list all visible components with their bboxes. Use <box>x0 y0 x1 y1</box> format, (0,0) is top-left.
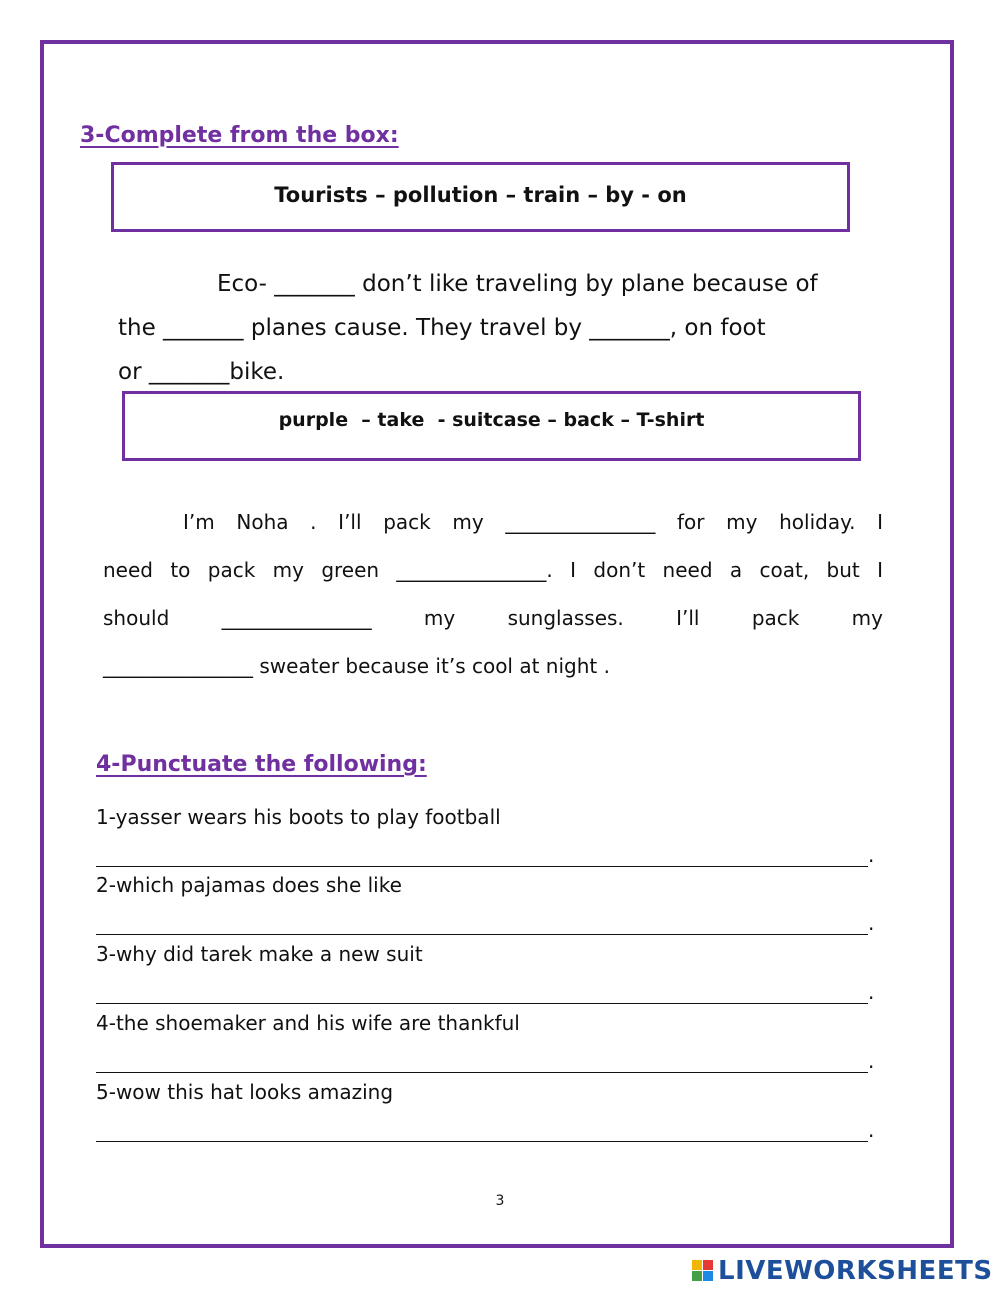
answer-rule <box>96 985 868 1004</box>
answer-line-3[interactable] <box>96 980 876 1004</box>
paragraph-2-line: I’m Noha . I’ll pack my _______________ for my holiday. I <box>183 510 883 534</box>
brand-name: LIVEWORKSHEETS <box>718 1256 993 1286</box>
answer-line-1[interactable] <box>96 843 876 867</box>
word-box-2: purple – take - suitcase – back – T-shirt <box>122 391 861 461</box>
answer-end-mark: . <box>868 1118 875 1142</box>
paragraph-2 <box>103 498 883 690</box>
punctuate-item-3: 3-why did tarek make a new suit <box>96 942 423 966</box>
word-box-1: Tourists – pollution – train – by - on <box>111 162 850 232</box>
paragraph-2-line: need to pack my green _______________. I don’t need a coat, but I <box>103 558 883 582</box>
paragraph-1-line: the _______ planes cause. They travel by _______, on foot <box>118 315 766 341</box>
answer-line-4[interactable] <box>96 1049 876 1073</box>
answer-line-5[interactable] <box>96 1118 876 1142</box>
section-3-heading: 3-Complete from the box: <box>80 123 399 148</box>
liveworksheets-logo[interactable] <box>692 1255 993 1287</box>
answer-end-mark: . <box>868 843 875 867</box>
answer-end-mark: . <box>868 911 875 935</box>
paragraph-2-line: _______________ sweater because it’s cool at night . <box>103 654 610 678</box>
answer-rule <box>96 848 868 867</box>
answer-end-mark: . <box>868 980 875 1004</box>
punctuate-item-4: 4-the shoemaker and his wife are thankful <box>96 1011 520 1035</box>
answer-end-mark: . <box>868 1049 875 1073</box>
paragraph-1 <box>118 262 878 394</box>
page-number: 3 <box>495 1193 505 1209</box>
answer-rule <box>96 916 868 935</box>
paragraph-1-line: or _______bike. <box>118 359 285 385</box>
paragraph-1-line: Eco- _______ don’t like traveling by plane because of <box>217 271 818 297</box>
section-4-heading: 4-Punctuate the following: <box>96 752 427 777</box>
punctuate-item-1: 1-yasser wears his boots to play football <box>96 805 501 829</box>
paragraph-2-line: should _______________ my sunglasses. I’ll pack my <box>103 606 883 630</box>
punctuate-item-5: 5-wow this hat looks amazing <box>96 1080 394 1104</box>
answer-rule <box>96 1054 868 1073</box>
answer-rule <box>96 1123 868 1142</box>
blocks-icon <box>692 1260 714 1282</box>
answer-line-2[interactable] <box>96 911 876 935</box>
punctuate-item-2: 2-which pajamas does she like <box>96 873 402 897</box>
